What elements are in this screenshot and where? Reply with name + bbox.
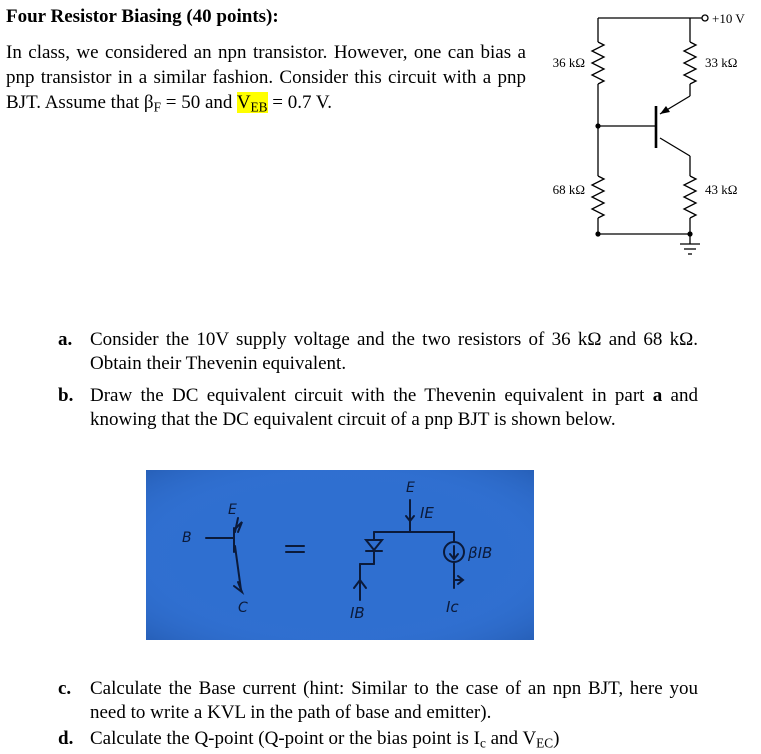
question-c: c. Calculate the Base current (hint: Similar to the case of an npn BJT, here you need to write a KVL in the path of base and emitter).	[58, 678, 698, 723]
sketch-label-ic: Ic	[446, 598, 459, 616]
sketch-label-b: B	[182, 530, 192, 546]
r1-label: 36 kΩ	[552, 55, 585, 70]
sketch-label-ie: IE	[420, 504, 434, 522]
sketch-label-e: E	[228, 502, 237, 518]
emitter-arrow	[660, 106, 670, 114]
circuit-schematic	[530, 0, 761, 262]
resistor-r1	[592, 42, 604, 84]
pnp-dc-equivalent-sketch	[146, 470, 534, 640]
r3-label: 33 kΩ	[705, 55, 738, 70]
base-node	[595, 123, 600, 128]
bottom-left-node	[595, 231, 600, 236]
veb-highlight: $V_{EB}$	[236, 92, 268, 115]
r2-label: 68 kΩ	[552, 182, 585, 197]
sketch-label-beta-ib: βIB	[468, 544, 493, 562]
problem-title: Four Resistor Biasing (40 points):	[6, 6, 279, 27]
resistor-r4	[684, 176, 696, 218]
resistor-r2	[592, 176, 604, 218]
question-a: a. Consider the 10V supply voltage and the two resistors of 36 kΩ and 68 kΩ. Obtain their Thevenin equivalent.	[58, 329, 698, 374]
sketch-label-c: C	[238, 600, 248, 616]
problem-intro: In class, we considered an npn transistor. However, one can bias a pnp transistor in a similar fashion. Consider this circuit with a pnp BJT. Assume that $\beta_F = 50$ and $V_{EB} = 0.7$ V.	[6, 42, 526, 115]
sketch-label-e2: E	[406, 480, 415, 496]
supply-label: +10 V	[712, 11, 745, 26]
resistor-r3	[684, 42, 696, 84]
sketch-label-ib: IB	[350, 604, 365, 622]
r4-label: 43 kΩ	[705, 182, 738, 197]
question-d: d. Calculate the Q-point (Q-point or the bias point is $I_c$ and $V_{EC}$)	[58, 728, 560, 751]
question-b: b. Draw the DC equivalent circuit with the Thevenin equivalent in part a and knowing that the DC equivalent circuit of a pnp BJT is shown below.	[58, 385, 698, 430]
bottom-right-node	[687, 231, 692, 236]
